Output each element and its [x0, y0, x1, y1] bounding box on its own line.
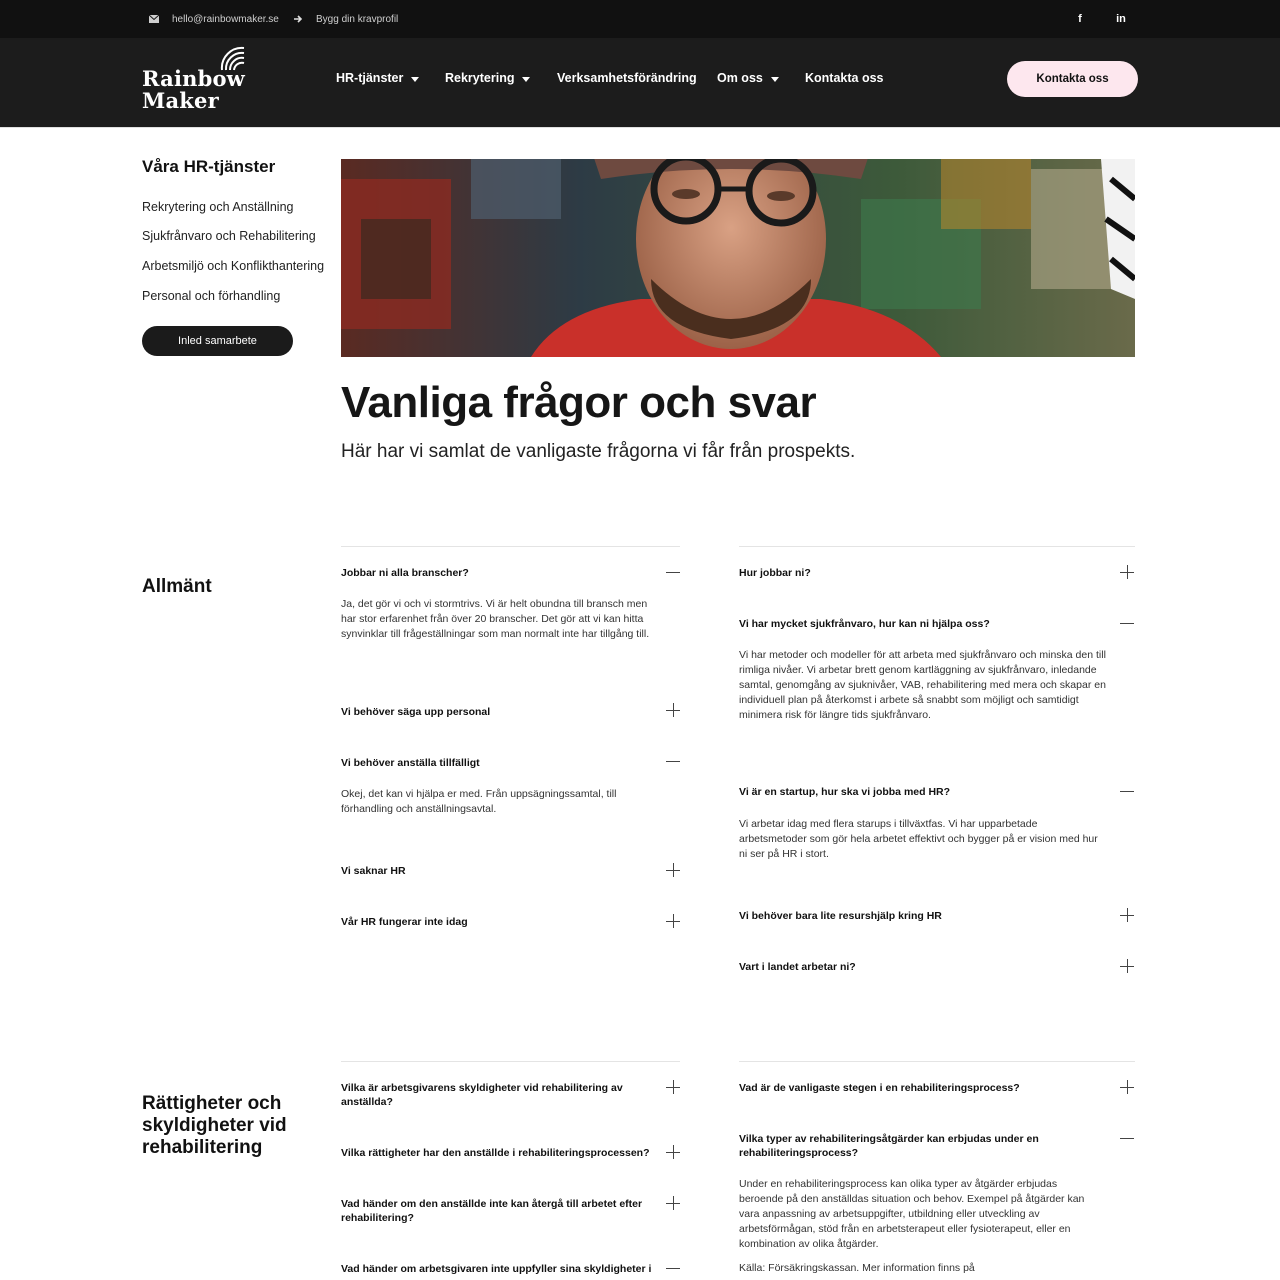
logo-line-2: Maker	[142, 88, 219, 113]
faq-question[interactable]: Vi saknar HR	[341, 865, 406, 877]
faq-answer: Vi arbetar idag med flera starups i tillväxtfas. Vi har upparbetade arbetsmetoder som gör hela arbetet effektivt och bygger på er vision med hur ni ser på HR i stort.	[739, 818, 1098, 860]
main-header	[0, 38, 1280, 128]
sidebar-title: Våra HR-tjänster	[142, 157, 276, 176]
profile-link-text: Bygg din kravprofil	[316, 13, 399, 25]
collapse-minus-icon[interactable]	[666, 754, 680, 768]
collapse-minus-icon[interactable]	[1120, 1131, 1134, 1145]
expand-plus-icon[interactable]	[666, 1145, 680, 1159]
caret-down-icon	[411, 77, 419, 82]
expand-plus-icon[interactable]	[1120, 959, 1134, 973]
faq-question[interactable]: Vi är en startup, hur ska vi jobba med HR?	[739, 786, 951, 798]
collapse-minus-icon[interactable]	[1120, 784, 1134, 798]
faq-question[interactable]: Vart i landet arbetar ni?	[739, 961, 856, 973]
faq-question[interactable]: Vad är de vanligaste stegen i en rehabiliteringsprocess?	[739, 1082, 1020, 1094]
collapse-minus-icon[interactable]	[1120, 616, 1134, 630]
logo-line-1: Rainbow	[142, 66, 245, 91]
divider	[341, 1061, 680, 1062]
nav-kontakta-oss[interactable]: Kontakta oss	[805, 71, 884, 85]
expand-plus-icon[interactable]	[1120, 908, 1134, 922]
email-link[interactable]	[148, 0, 279, 38]
page-subtitle: Här har vi samlat de vanligaste frågorna vi får från prospekts.	[341, 441, 856, 462]
faq-source: Källa: Försäkringskassan. Mer information finns på	[739, 1262, 975, 1274]
expand-plus-icon[interactable]	[1120, 565, 1134, 579]
sidebar-link-sjukfranvaro[interactable]: Sjukfrånvaro och Rehabilitering	[142, 229, 316, 243]
email-text: hello@rainbowmaker.se	[172, 13, 279, 25]
faq-question[interactable]: Vi behöver anställa tillfälligt	[341, 757, 480, 769]
faq-question[interactable]: Vad händer om arbetsgivaren inte uppfyller sina skyldigheter i	[341, 1263, 652, 1275]
caret-down-icon	[522, 77, 530, 82]
linkedin-icon[interactable]: in	[1116, 13, 1126, 25]
start-collaboration-button[interactable]: Inled samarbete	[142, 326, 293, 356]
faq-answer: Ja, det gör vi och vi stormtrivs. Vi är helt obundna till bransch men har stor erfarenhet från över 20 branscher. Det gör att vi kan hitta synvinklar till frågeställningar som man normalt inte har tillgång till.	[341, 598, 650, 640]
faq-question[interactable]: Vi behöver bara lite resurshjälp kring HR	[739, 910, 942, 922]
faq-question[interactable]: Vilka är arbetsgivarens skyldigheter vid rehabilitering av anställda?	[341, 1082, 623, 1108]
expand-plus-icon[interactable]	[666, 1196, 680, 1210]
faq-question[interactable]: Hur jobbar ni?	[739, 567, 811, 579]
divider	[739, 546, 1135, 547]
nav-hr-tjanster[interactable]: HR-tjänster	[336, 38, 419, 118]
page-title: Vanliga frågor och svar	[341, 378, 817, 427]
top-bar	[0, 0, 1280, 38]
expand-plus-icon[interactable]	[666, 863, 680, 877]
divider	[341, 546, 680, 547]
profile-link[interactable]	[292, 0, 398, 38]
collapse-minus-icon[interactable]	[666, 565, 680, 579]
expand-plus-icon[interactable]	[666, 703, 680, 717]
expand-plus-icon[interactable]	[666, 1080, 680, 1094]
contact-cta-button[interactable]: Kontakta oss	[1007, 61, 1138, 97]
faq-answer: Vi har metoder och modeller för att arbeta med sjukfrånvaro och minska den till rimliga nivåer. Vi arbetar brett genom kartläggning av sjukfrånvaro, inledande samtal, genomgång av sjuknivåer, VAB, rehabilitering med mera och skapar en individuell plan på återkomst i arbete så snabbt som möjligt och samtidigt minimera risk för längre tids sjukfrånvaro.	[739, 649, 1106, 721]
faq-question[interactable]: Vi behöver säga upp personal	[341, 706, 491, 718]
faq-question[interactable]: Vad händer om den anställde inte kan återgå till arbetet efter rehabilitering?	[341, 1198, 643, 1224]
faq-answer: Under en rehabiliteringsprocess kan olika typer av åtgärder erbjudas beroende på den anställdas situation och behov. Exempel på åtgärder kan vara anpassning av arbetsuppgifter, utbildning eller utveckling av arbetsförmågan, stöd från en arbetsterapeut eller fysioterapeut, eller en kombination av olika åtgärder.	[739, 1178, 1085, 1250]
faq-answer: Okej, det kan vi hjälpa er med. Från uppsägningssamtal, till förhandling och anställningsavtal.	[341, 788, 617, 815]
faq-question[interactable]: Vilka typer av rehabiliteringsåtgärder kan erbjudas under en rehabiliteringsprocess?	[739, 1133, 1039, 1159]
faq-question[interactable]: Vår HR fungerar inte idag	[341, 916, 468, 928]
facebook-icon[interactable]: f	[1078, 13, 1082, 25]
section-title-rattigheter: Rättigheter och skyldigheter vid rehabilitering	[142, 1093, 287, 1158]
section-title-allmant: Allmänt	[142, 576, 212, 597]
faq-question[interactable]: Jobbar ni alla branscher?	[341, 567, 469, 579]
nav-verksamhetsforandring[interactable]: Verksamhetsförändring	[557, 71, 697, 85]
sidebar-link-rekrytering[interactable]: Rekrytering och Anställning	[142, 200, 294, 214]
faq-question[interactable]: Vilka rättigheter har den anställde i rehabiliteringsprocessen?	[341, 1147, 650, 1159]
divider	[739, 1061, 1135, 1062]
collapse-minus-icon[interactable]	[666, 1261, 680, 1275]
nav-om-oss[interactable]: Om oss	[717, 38, 779, 118]
arrow-right-icon	[292, 13, 304, 25]
nav-rekrytering[interactable]: Rekrytering	[445, 38, 530, 118]
faq-question[interactable]: Vi har mycket sjukfrånvaro, hur kan ni hjälpa oss?	[739, 618, 990, 630]
expand-plus-icon[interactable]	[1120, 1080, 1134, 1094]
hero-image	[341, 159, 1135, 357]
sidebar-link-personal[interactable]: Personal och förhandling	[142, 289, 281, 303]
expand-plus-icon[interactable]	[666, 914, 680, 928]
sidebar-link-arbetsmiljo[interactable]: Arbetsmiljö och Konflikthantering	[142, 259, 325, 273]
caret-down-icon	[771, 77, 779, 82]
envelope-icon	[148, 13, 160, 25]
logo[interactable]	[142, 46, 252, 112]
